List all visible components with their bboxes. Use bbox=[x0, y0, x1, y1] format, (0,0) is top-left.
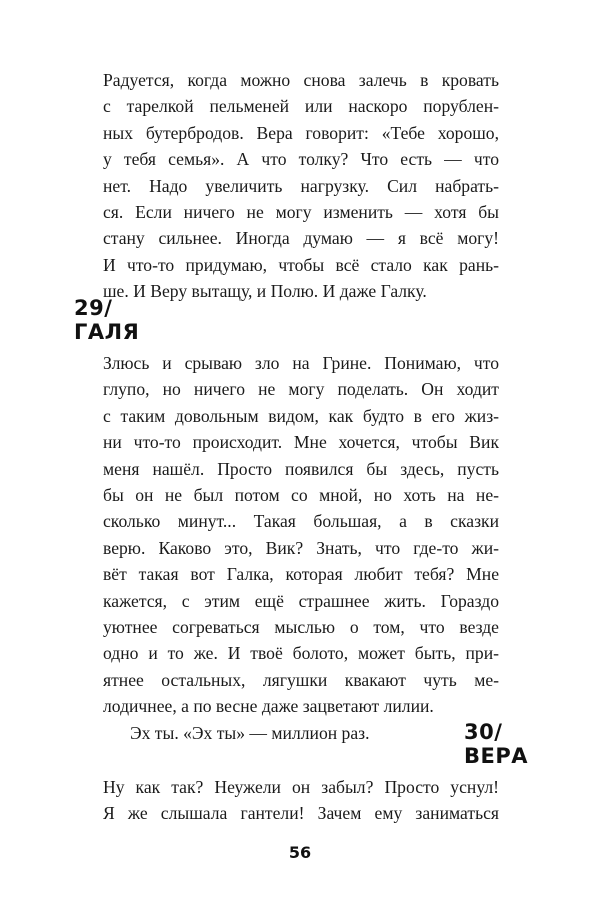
text-line: верю. Каково это, Вик? Знать, что где-то жи- bbox=[103, 537, 499, 558]
text-line: бы он не был потом со мной, но хоть на не- bbox=[103, 485, 499, 506]
text-line: стану сильнее. Иногда думаю — я всё могу! bbox=[103, 228, 499, 249]
text-line: И что-то придумаю, чтобы всё стало как рань- bbox=[103, 254, 499, 275]
text-line: сколько минут... Такая большая, а в сказки bbox=[103, 511, 499, 532]
chapter-name: ГАЛЯ bbox=[74, 320, 140, 344]
text-line: с тарелкой пельменей или наскоро порублен- bbox=[103, 96, 499, 117]
chapter-number: 29/ bbox=[74, 296, 113, 320]
text-line: ных бутербродов. Вера говорит: «Тебе хорошо, bbox=[103, 122, 499, 143]
chapter-heading-30 bbox=[464, 720, 528, 768]
chapter-heading-29 bbox=[74, 296, 139, 344]
page-number: 56 bbox=[288, 843, 312, 862]
text-line: кажется, с этим ещё страшнее жить. Гораздо bbox=[103, 590, 499, 611]
text-line: вёт такая вот Галка, которая любит тебя? Мне bbox=[103, 564, 499, 585]
text-line: у тебя семья». А что толку? Что есть — что bbox=[103, 149, 499, 170]
text-line: Злюсь и срываю зло на Грине. Понимаю, что bbox=[103, 353, 499, 373]
text-line: уютнее согреваться мыслью о том, что везде bbox=[103, 617, 499, 638]
paragraph-vera-continued bbox=[103, 67, 499, 305]
text-line: с таким довольным видом, как будто в его жиз- bbox=[103, 405, 499, 426]
text-line: Эх ты. «Эх ты» — миллион раз. bbox=[130, 722, 370, 743]
text-line: ся. Если ничего не могу изменить — хотя бы bbox=[103, 202, 499, 223]
text-line: Радуется, когда можно снова залечь в кровать bbox=[103, 70, 499, 90]
text-line: одно и то же. И твоё болото, может быть, при- bbox=[103, 643, 499, 664]
text-line: лодичнее, а по весне даже зацветают лилии. bbox=[103, 696, 434, 717]
text-line: ни что-то происходит. Мне хочется, чтобы Вик bbox=[103, 432, 499, 453]
text-line: глупо, но ничего не могу поделать. Он ходит bbox=[103, 379, 499, 400]
paragraph-vera bbox=[103, 774, 499, 827]
text-line: Я же слышала гантели! Зачем ему заниматься bbox=[103, 803, 499, 824]
text-line: нет. Надо увеличить нагрузку. Сил набрать- bbox=[103, 175, 499, 196]
paragraph-galya bbox=[103, 350, 499, 746]
text-line: ятнее остальных, лягушки квакают чуть ме- bbox=[103, 669, 499, 690]
text-line: Ну как так? Неужели он забыл? Просто уснул! bbox=[103, 777, 499, 797]
text-line: ше. И Веру вытащу, и Полю. И даже Галку. bbox=[103, 281, 427, 302]
chapter-name: ВЕРА bbox=[464, 744, 528, 768]
text-line: меня нашёл. Просто появился бы здесь, пусть bbox=[103, 458, 499, 479]
chapter-number: 30/ bbox=[464, 720, 503, 744]
